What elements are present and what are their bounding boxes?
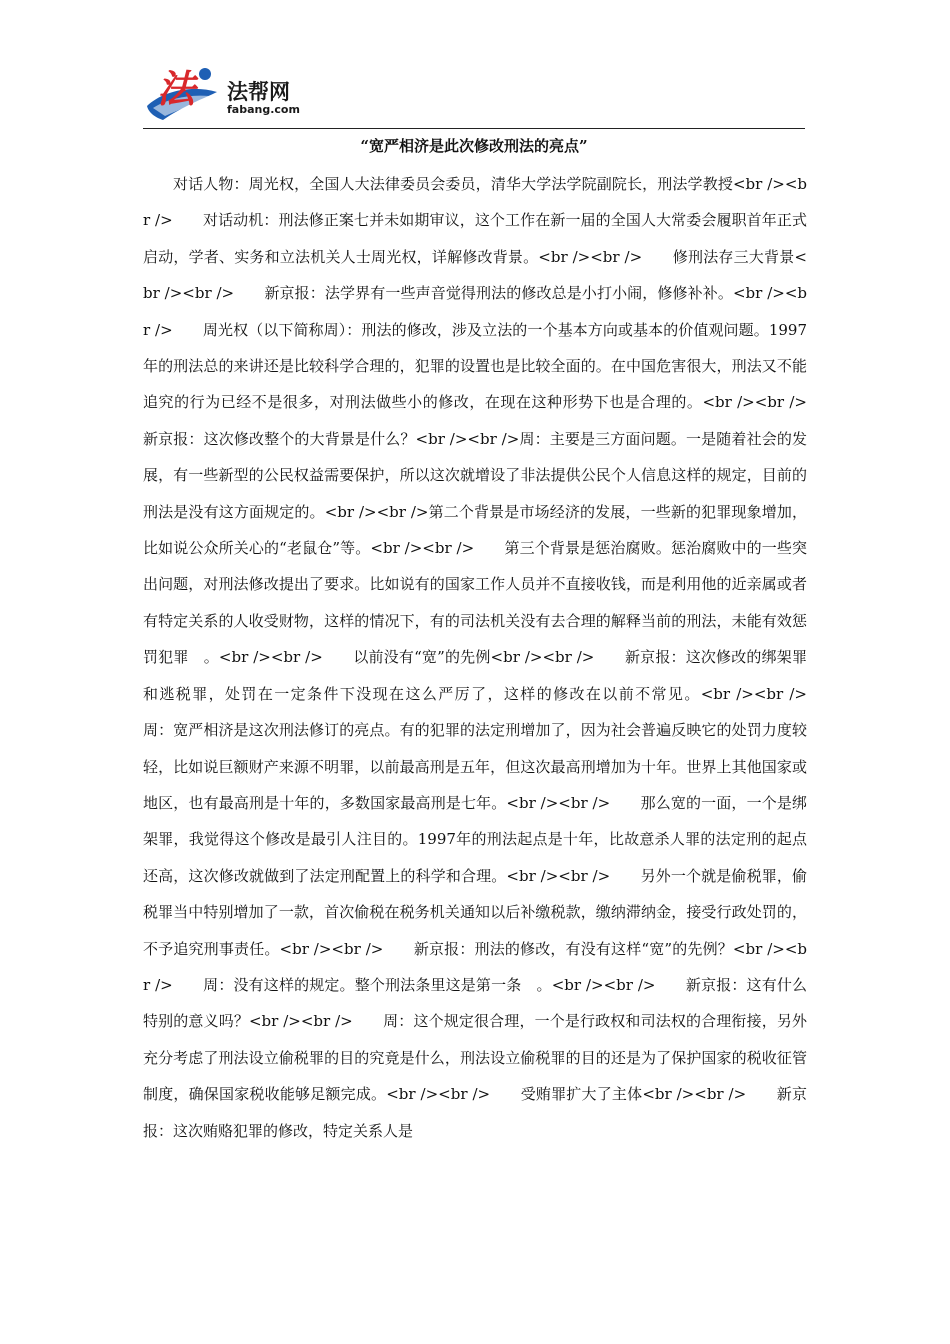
- document-body: 对话人物：周光权，全国人大法律委员会委员，清华大学法学院副院长，刑法学教授<br /><br /> 对话动机：刑法修正案七并未如期审议，这个工作在新一届的全国人大常委会履职首年正式启动，学者、实务和立法机关人士周光权，详解修改背景。<br /><br /> 修刑法存三大背景<br /><br /> 新京报：法学界有一些声音觉得刑法的修改总是小打小闹，修修补补。<br /><br /> 周光权（以下简称周）：刑法的修改，涉及立法的一个基本方向或基本的价值观问题。1997年的刑法总的来讲还是比较科学合理的，犯罪的设置也是比较全面的。在中国危害很大，刑法又不能追究的行为已经不是很多，对刑法做些小的修改，在现在这种形势下也是合理的。<br /><br /> 新京报：这次修改整个的大背景是什么？<br /><br />周：主要是三方面问题。一是随着社会的发展，有一些新型的公民权益需要保护，所以这次就增设了非法提供公民个人信息这样的规定，目前的刑法是没有这方面规定的。<br /><br />第二个背景是市场经济的发展，一些新的犯罪现象增加，比如说公众所关心的“老鼠仓”等。<br /><br /> 第三个背景是惩治腐败。惩治腐败中的一些突出问题，对刑法修改提出了要求。比如说有的国家工作人员并不直接收钱，而是利用他的近亲属或者有特定关系的人收受财物，这样的情况下，有的司法机关没有去合理的解释当前的刑法，未能有效惩罚犯罪 。<br /><br /> 以前没有“宽”的先例<br /><br /> 新京报：这次修改的绑架罪和逃税罪，处罚在一定条件下没现在这么严厉了，这样的修改在以前不常见。<br /><br /> 周：宽严相济是这次刑法修订的亮点。有的犯罪的法定刑增加了，因为社会普遍反映它的处罚力度较轻，比如说巨额财产来源不明罪，以前最高刑是五年，但这次最高刑增加为十年。世界上其他国家或地区，也有最高刑是十年的，多数国家最高刑是七年。<br /><br /> 那么宽的一面，一个是绑架罪，我觉得这个修改是最引人注目的。1997年的刑法起点是十年，比故意杀人罪的法定刑的起点还高，这次修改就做到了法定刑配置上的科学和合理。<br /><br /> 另外一个就是偷税罪，偷税罪当中特别增加了一款，首次偷税在税务机关通知以后补缴税款，缴纳滞纳金，接受行政处罚的，不予追究刑事责任。<br /><br /> 新京报：刑法的修改，有没有这样“宽”的先例？<br /><br /> 周：没有这样的规定。整个刑法条里这是第一条 。<br /><br /> 新京报：这有什么特别的意义吗？<br /><br /> 周：这个规定很合理，一个是行政权和司法权的合理衔接，另外充分考虑了刑法设立偷税罪的目的究竟是什么，刑法设立偷税罪的目的还是为了保护国家的税收征管制度，确保国家税收能够足额完成。<br /><br /> 受贿罪扩大了主体<br /><br /> 新京报：这次贿赂犯罪的修改，特定关系人是: [143, 175, 838, 1140]
- logo-char: 法: [157, 66, 196, 111]
- document-title: “宽严相济是此次修改刑法的亮点”: [360, 137, 588, 155]
- header-divider: [143, 128, 805, 129]
- site-header: [143, 62, 805, 128]
- brand-name-cn: 法帮网: [227, 80, 290, 104]
- brand-name-en: fabang.com: [227, 103, 300, 116]
- fabang-logo-icon: [143, 62, 221, 124]
